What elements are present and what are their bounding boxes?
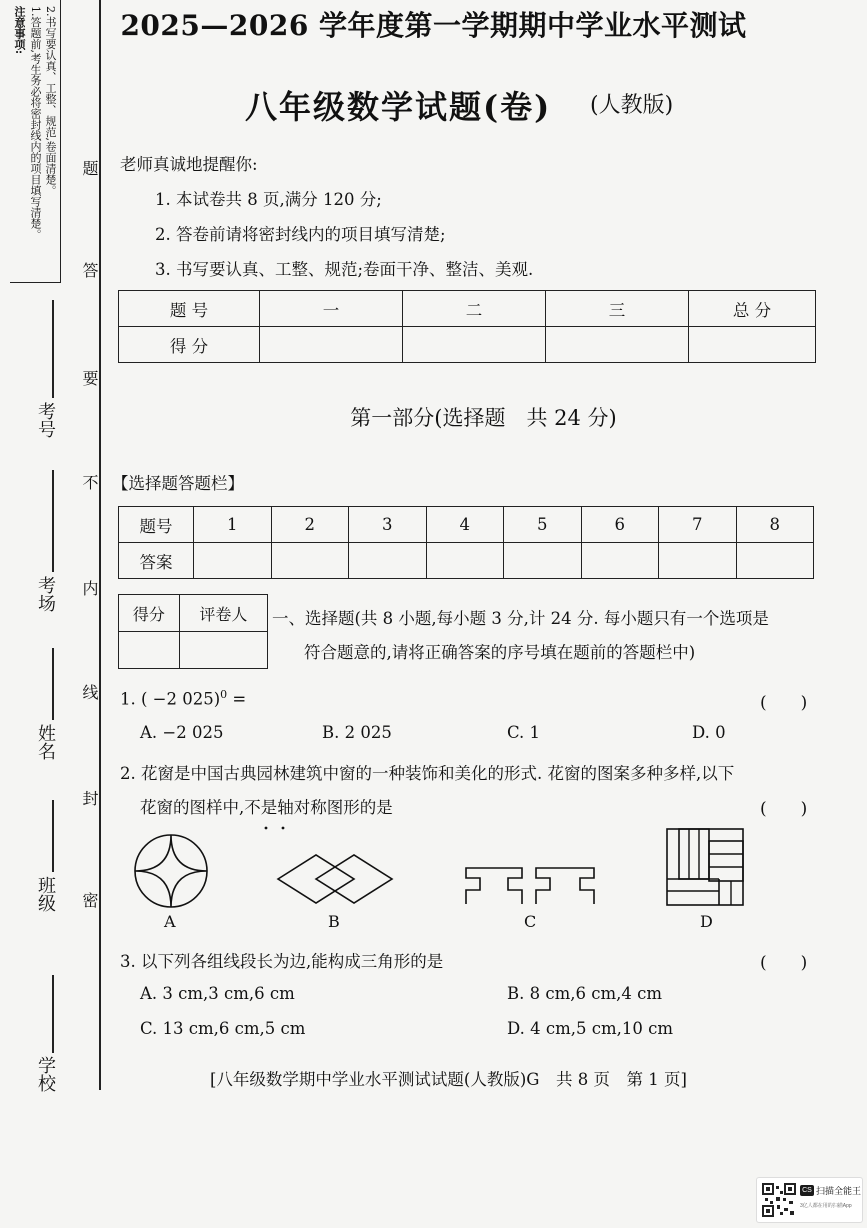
q1-stem-suffix: = [227,689,247,709]
answer-cell[interactable] [194,543,272,579]
seal-char: 封 [80,790,99,806]
q3-option-d[interactable]: D. 4 cm,5 cm,10 cm [507,1019,674,1038]
score-cell[interactable] [260,327,403,363]
score-header: 题 号 [119,291,260,327]
answer-cell[interactable] [659,543,737,579]
q1-stem [120,688,246,709]
q2-answer-paren[interactable]: ( ) [760,799,808,819]
section-desc-line2: 符合题意的,请将正确答案的序号填在题前的答题栏中) [304,643,696,662]
window-figure-c[interactable] [462,866,600,910]
q2-stem-line1: 2. 花窗是中国古典园林建筑中窗的一种装饰和美化的形式. 花窗的图案多种多样,以下 [120,764,735,783]
camscanner-logo-icon: CS [800,1185,814,1196]
score-header: 三 [546,291,689,327]
answer-q-number: 3 [349,507,427,543]
seal-char: 线 [80,684,99,700]
exam-number-label: 考号 [35,402,56,438]
answer-cell[interactable] [349,543,427,579]
seal-char: 密 [80,892,99,908]
reminder-heading: 老师真诚地提醒你: [120,155,258,174]
reminder-item: 1. 本试卷共 8 页,满分 120 分; [155,190,382,209]
q3-stem: 3. 以下列各组线段长为边,能构成三角形的是 [120,952,444,971]
q1-stem-prefix: 1. ( −2 025) [120,689,221,709]
window-figure-d[interactable] [665,827,745,911]
grader-score-label: 得分 [119,595,180,632]
figure-label-a: A [164,912,176,931]
q3-answer-paren[interactable]: ( ) [760,953,808,973]
figure-label-c: C [524,912,537,931]
q2-stem-line2: 花窗的图样中,不是轴对称图形的是 [140,798,393,817]
answer-row-a-label: 答案 [119,543,194,579]
seal-char: 要 [80,370,99,386]
grader-score-cell[interactable] [119,632,180,669]
exam-subtitle: 八年级数学试题(卷) [245,88,552,126]
answer-cell[interactable] [581,543,659,579]
answer-bar-label: 【选择题答题栏】 [112,474,244,493]
scanner-watermark [756,1177,863,1223]
answer-q-number: 8 [736,507,814,543]
q3-option-b[interactable]: B. 8 cm,6 cm,4 cm [507,984,662,1003]
answer-q-number: 6 [581,507,659,543]
class-line[interactable] [52,800,54,872]
answer-table [118,506,814,579]
qr-code-icon [762,1183,796,1221]
grader-name-cell[interactable] [179,632,267,669]
page-footer: [八年级数学期中学业水平测试试题(人教版)G 共 8 页 第 1 页] [210,1070,687,1089]
part1-title: 第一部分(选择题 共 24 分) [350,406,617,430]
q3-option-a[interactable]: A. 3 cm,3 cm,6 cm [140,984,295,1003]
exam-room-line[interactable] [52,470,54,572]
section-desc-line1: 一、选择题(共 8 小题,每小题 3 分,计 24 分. 每小题只有一个选项是 [272,609,769,628]
notes-line-1: 1.答题前,考生务必将密封线内的项目填写清楚。 [29,6,42,240]
window-figure-b[interactable] [276,853,394,909]
window-figure-a[interactable] [132,832,210,914]
answer-q-number: 5 [504,507,582,543]
exam-room-label: 考场 [35,576,56,612]
score-cell[interactable] [546,327,689,363]
notes-line-2: 2.书写要认真、工整、规范,卷面清楚。 [44,6,57,196]
answer-cell[interactable] [426,543,504,579]
answer-q-number: 4 [426,507,504,543]
q1-answer-paren[interactable]: ( ) [760,693,808,713]
score-header: 二 [403,291,546,327]
figure-label-b: B [328,912,340,931]
answer-q-number: 2 [271,507,349,543]
reminder-item: 3. 书写要认真、工整、规范;卷面干净、整洁、美观. [155,260,534,279]
answer-row-q-label: 题号 [119,507,194,543]
class-label: 班级 [35,876,56,912]
q3-option-c[interactable]: C. 13 cm,6 cm,5 cm [140,1019,306,1038]
answer-cell[interactable] [736,543,814,579]
answer-q-number: 1 [194,507,272,543]
reminder-item: 2. 答卷前请将密封线内的项目填写清楚; [155,225,446,244]
q1-option-a[interactable]: A. −2 025 [140,723,224,742]
seal-char: 题 [80,160,99,176]
name-label: 姓名 [35,724,56,760]
exam-edition: (人教版) [590,93,674,118]
score-row-label: 得 分 [119,327,260,363]
grader-name-label: 评卷人 [179,595,267,632]
answer-cell[interactable] [504,543,582,579]
q1-exponent: 0 [220,688,228,701]
grader-table [118,594,268,669]
seal-char: 内 [80,580,99,596]
score-cell[interactable] [403,327,546,363]
name-line[interactable] [52,648,54,720]
notes-title: 注意事项: [13,6,26,55]
watermark-tagline: 3亿人都在用的扫描App [800,1203,852,1209]
q1-option-c[interactable]: C. 1 [507,723,541,742]
seal-char: 答 [80,262,99,278]
answer-q-number: 7 [659,507,737,543]
q1-option-b[interactable]: B. 2 025 [322,723,392,742]
school-label: 学校 [35,1056,56,1092]
figure-label-d: D [700,912,713,931]
exam-title: 2025—2026 学年度第一学期期中学业水平测试 [120,9,747,42]
seal-char: 不 [80,474,99,490]
answer-cell[interactable] [271,543,349,579]
q1-option-d[interactable]: D. 0 [692,723,726,742]
score-table [118,290,816,363]
score-cell[interactable] [689,327,816,363]
school-line[interactable] [52,975,54,1053]
score-header: 总 分 [689,291,816,327]
exam-number-line[interactable] [52,300,54,398]
score-header: 一 [260,291,403,327]
watermark-brand: 扫描全能王 [816,1186,862,1196]
emphasis-dots [262,815,292,819]
